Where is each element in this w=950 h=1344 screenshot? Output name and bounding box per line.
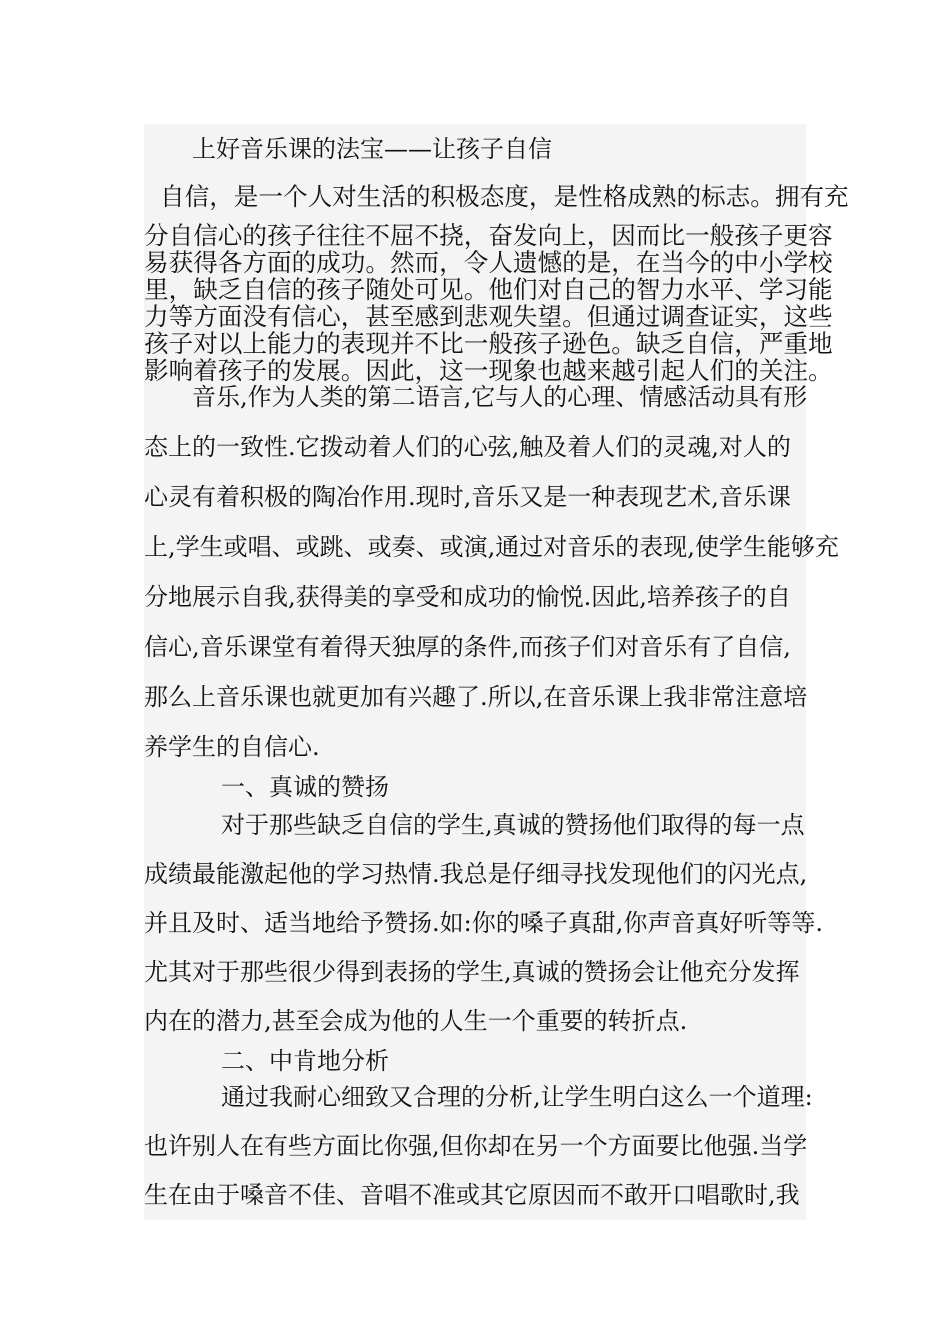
paragraph-3-line-3: 并且及时、适当地给予赞扬.如:你的嗓子真甜,你声音真好听等等. <box>144 909 823 937</box>
paragraph-1-line-7: 影响着孩子的发展。因此，这一现象也越来越引起人们的关注。 <box>144 356 833 385</box>
paragraph-2-line-8: 养学生的自信心. <box>144 733 320 761</box>
paragraph-2-line-3: 心灵有着积极的陶冶作用.现时,音乐又是一种表现艺术,音乐课 <box>144 483 791 511</box>
paragraph-2-line-2: 态上的一致性.它拨动着人们的心弦,触及着人们的灵魂,对人的 <box>144 433 791 461</box>
paragraph-1-line-1: 自信，是一个人对生活的积极态度，是性格成熟的标志。拥有充 <box>160 182 849 211</box>
paragraph-4-line-3: 生在由于嗓音不佳、音唱不准或其它原因而不敢开口唱歌时,我 <box>144 1181 800 1209</box>
paragraph-4-line-2: 也许别人在有些方面比你强,但你却在另一个方面要比他强.当学 <box>144 1132 808 1160</box>
paragraph-3-line-5: 内在的潜力,甚至会成为他的人生一个重要的转折点. <box>144 1007 688 1035</box>
paragraph-2-line-1: 音乐,作为人类的第二语言,它与人的心理、情感活动具有形 <box>192 383 808 411</box>
paragraph-3-line-4: 尤其对于那些很少得到表扬的学生,真诚的赞扬会让他充分发挥 <box>144 958 800 986</box>
paragraph-1-line-6: 孩子对以上能力的表现并不比一般孩子逊色。缺乏自信，严重地 <box>144 329 833 358</box>
section-heading-1: 一、真诚的赞扬 <box>221 773 389 801</box>
paragraph-2-line-4: 上,学生或唱、或跳、或奏、或演,通过对音乐的表现,使学生能够充 <box>144 533 839 561</box>
paragraph-4-line-1: 通过我耐心细致又合理的分析,让学生明白这么一个道理: <box>221 1083 813 1111</box>
paragraph-1-line-5: 力等方面没有信心，甚至感到悲观失望。但通过调查证实，这些 <box>144 302 833 331</box>
paragraph-2-line-7: 那么上音乐课也就更加有兴趣了.所以,在音乐课上我非常注意培 <box>144 683 808 711</box>
paragraph-1-line-4: 里，缺乏自信的孩子随处可见。他们对自己的智力水平、学习能 <box>144 275 833 304</box>
paragraph-2-line-5: 分地展示自我,获得美的享受和成功的愉悦.因此,培养孩子的自 <box>144 583 791 611</box>
paragraph-2-line-6: 信心,音乐课堂有着得天独厚的条件,而孩子们对音乐有了自信, <box>144 633 791 661</box>
paragraph-3-line-2: 成绩最能激起他的学习热情.我总是仔细寻找发现他们的闪光点, <box>144 860 808 888</box>
paragraph-1-line-3: 易获得各方面的成功。然而，令人遗憾的是，在当今的中小学校 <box>144 248 833 277</box>
paragraph-3-line-1: 对于那些缺乏自信的学生,真诚的赞扬他们取得的每一点 <box>221 811 805 839</box>
document-title: 上好音乐课的法宝——让孩子自信 <box>192 135 552 163</box>
document-page <box>144 124 849 1220</box>
paragraph-1-line-2: 分自信心的孩子往往不屈不挠，奋发向上，因而比一般孩子更容 <box>144 221 833 250</box>
section-heading-2: 二、中肯地分析 <box>221 1047 389 1075</box>
